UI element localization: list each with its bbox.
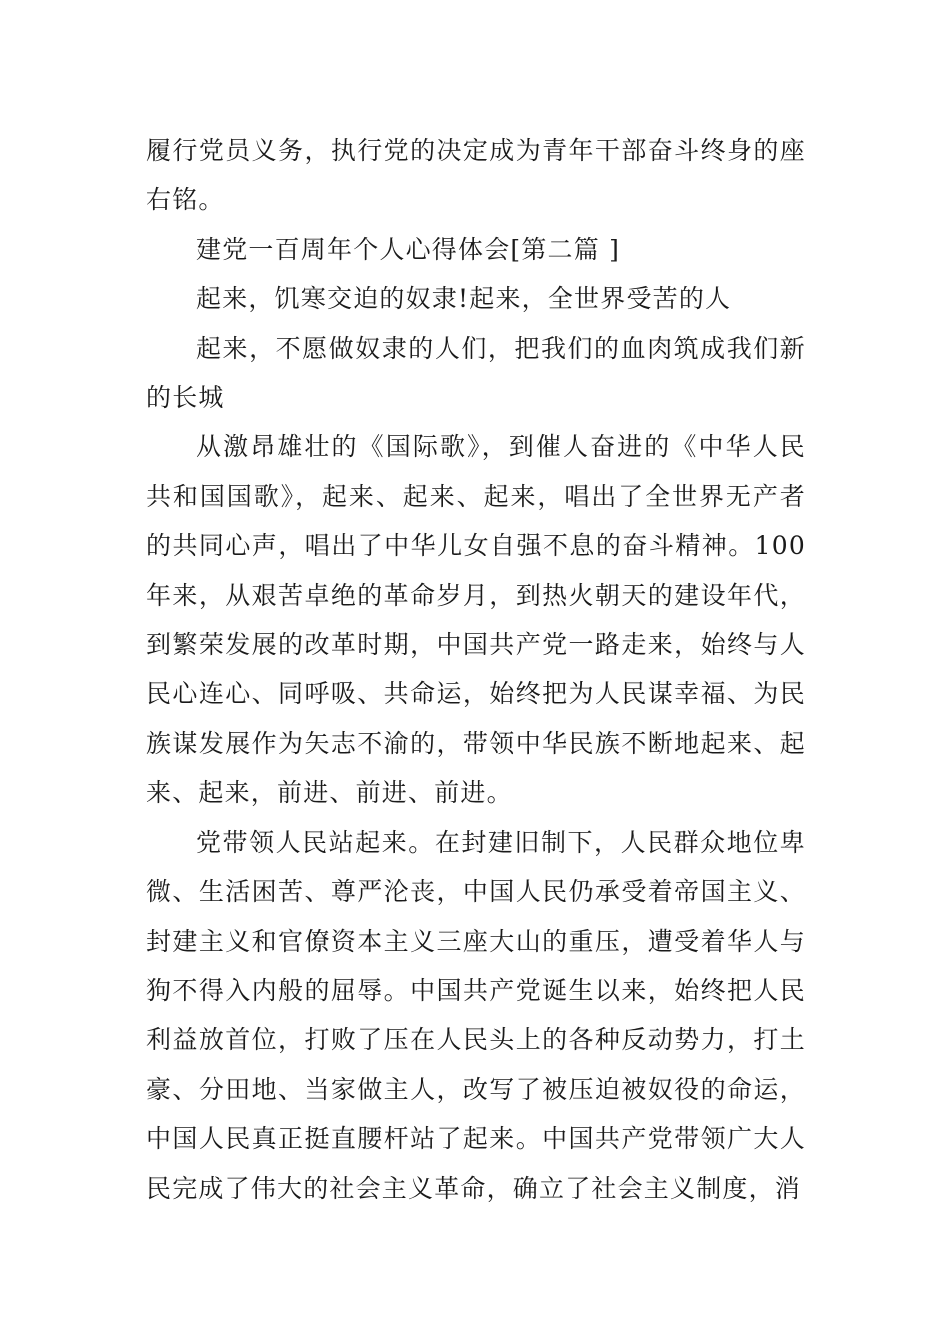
lyric-line-2: 起来，不愿做奴隶的人们，把我们的血肉筑成我们新的长城 [146,333,806,413]
document-body [146,126,806,1213]
paragraph-stand-up: 党带领人民站起来。在封建旧制下，人民群众地位卑微、生活困苦、尊严沦丧，中国人民仍承受着帝国主义、封建主义和官僚资本主义三座大山的重压，遭受着华人与狗不得入内般的屈辱。中国共产党诞生以来，始终把人民利益放首位，打败了压在人民头上的各种反动势力，打土豪、分田地、当家做主人，改写了被压迫被奴役的命运，中国人民真正挺直腰杆站了起来。中国共产党带领广大人民完成了伟大的社会主义革命，确立了社会主义制度，消 [146,827,806,1203]
lyric-line-1: 起来，饥寒交迫的奴隶!起来，全世界受苦的人 [196,284,732,314]
paragraph-continuation: 履行党员义务，执行党的决定成为青年干部奋斗终身的座右铭。 [146,136,806,215]
paragraph-anthem: 从激昂雄壮的《国际歌》，到催人奋进的《中华人民共和国国歌》，起来、起来、起来，唱出了全世界无产者的共同心声，唱出了中华儿女自强不息的奋斗精神。100年来，从艰苦卓绝的革命岁月，到热火朝天的建设年代，到繁荣发展的改革时期，中国共产党一路走来，始终与人民心连心、同呼吸、共命运，始终把为人民谋幸福、为民族谋发展作为矢志不渝的，带领中华民族不断地起来、起来、起来，前进、前进、前进。 [146,432,806,808]
section-heading: 建党一百周年个人心得体会[第二篇 ] [196,234,621,264]
